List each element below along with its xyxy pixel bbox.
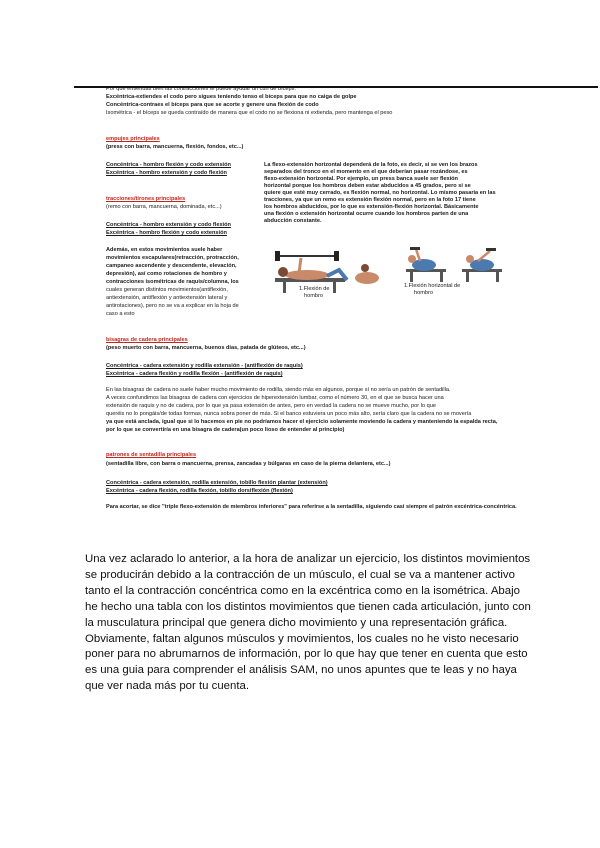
tracciones-subtitle: (remo con barra, mancuerna, dominada, etc...) [106,204,222,210]
explanation-line: horizontal porque los hombros deben estar abducidos a 45 grados, pero si se [264,183,471,189]
explanation-line: tracciones, ya que un remo es extensión flexión normal, pero en la foto 17 tiene [264,197,476,203]
explanation-line: una flexión o extensión horizontal ocurre cuando los hombros parten de una [264,211,469,217]
figure-caption-left: 1.Flexión de [299,286,330,292]
bisagras-note: ya que está anclada, igual que si lo hacemos en pie no podríamos hacer el ejercicio solamente moviendo la cadera y manteniendo la espalda recta, [106,419,498,425]
empujes-eccentric: Excéntrica - hombro extensión y codo flexión [106,170,227,176]
tracciones-note: cuales generan distintos movimientos(antiflexión, [106,287,228,293]
figure-caption-right: hombro [414,290,433,296]
figure-caption-right: 1.Flexión horizontal de [404,283,461,289]
sentadilla-concentric: Concéntrica - cadera extensión, rodilla extensión, tobillo flexión plantar (extensión) [106,480,328,486]
tracciones-note: movimientos escapulares(retracción, protracción, [106,255,239,261]
intro-line: Isométrica - el bíceps se queda contraído de manera que el codo no se flexiona ni extienda, pero mantenga el peso [106,110,393,116]
horizontal-flexion-explanation [264,162,534,225]
explanation-line: separados del tronco en el momento en el que deberían pasar rozándose, es [264,169,468,175]
sentadilla-title: patrones de sentadilla principales [106,452,197,458]
tracciones-note: caso a esto [106,311,135,317]
intro-line: Excéntrica-extiendes el codo pero sigues teniendo tenso el bíceps para que no caiga de golpe [106,94,357,100]
explanation-line: abducción constante. [264,218,322,224]
body-paragraph: Una vez aclarado lo anterior, a la hora de analizar un ejercicio, los distintos movimientos se producirán debido a la contracción de un músculo, el cual se va a mantener activo tanto el la contracción concéntrica como en la excéntrica como en la isométrica. Abajo he hecho una tabla con los distintos movimientos que tienen cada articulación, junto con la musculatura principal que genera dicho movimiento y una representación gráfica. Obviamente, faltan algunos músculos y movimientos, los cuales no he visto necesario poner para no abrumarnos de información, por lo que hay que tener en cuenta que esto es una guia para comprender el análisis SAM, no unos apuntes que te leas y no haya que ver nada más por tu cuenta. [85,553,531,693]
empujes-concentric: Concéntrica - hombro flexión y codo extensión [106,162,231,168]
bisagras-note: por lo que se convertiría en una bisagra de cadera(un poco lioso de entender al principio) [106,427,345,433]
sentadilla-footer: Para acortar, se dice "triple flexo-extensión de miembros inferiores" para referirse a la sentadilla, siguiendo casi siempre el patrón excéntrica-concéntrica. [106,504,517,510]
tracciones-note: Además, en estos movimientos suele haber [106,247,223,253]
sentadilla-subtitle: (sentadilla libre, con barra o mancuerna, prensa, zancadas y búlgaras en caso de la pierna delantera, etc...) [106,461,391,467]
tracciones-note: contracciones isométricas de raquis/columna, los [106,279,239,285]
tracciones-title: tracciones/tirones principales [106,196,186,202]
explanation-line: quiere que esté muy cerrado, es flexión normal, no horizontal. Lo mismo pasaría en las [264,190,496,196]
bisagras-eccentric: Excéntrica - cadera flexión y rodilla flexión - (antiflexión de raquis) [106,371,283,377]
bisagras-note: A veces confundimos las bisagras de cadera con ejercicios de hiperextensión lumbar, como el número 30, en el que se busca hacer una [106,395,444,401]
bisagras-title: bisagras de cadera principales [106,337,188,343]
figure-caption-left: hombro [304,293,323,299]
bisagras-concentric: Concéntrica - cadera extensión y rodilla extensión - (antiflexión de raquis) [106,363,303,369]
empujes-title: empujes principales [106,136,160,142]
bisagras-subtitle: (peso muerto con barra, mancuerna, buenos días, patada de glúteos, etc...) [106,345,306,351]
tracciones-note: antiextensión, antiflexión y antiextensión lateral y [106,295,228,301]
bisagras-note: extensión de raquis y no de cadera, por lo que ya pasa extensión de antes, pero en verdad la cadera no se mueve mucho, por lo que [106,403,436,409]
bisagras-note: En las bisagras de cadera no suele haber mucho movimiento de rodilla, siendo más en algunos, porque sí no sería un patrón de sentadilla. [106,387,451,393]
embedded-notes-screenshot [104,86,594,530]
intro-line: Por que entiendas bien las contracciones te puede ayudar un curl de bíceps: [106,86,297,92]
tracciones-concentric: Concéntrica - hombro extensión y codo flexión [106,222,231,228]
empujes-subtitle: (press con barra, mancuerna, flexión, fondos, etc...) [106,144,244,150]
horizontal-flexion-figure [400,245,512,285]
explanation-line: La flexo-extensión horizontal dependerá de la foto, es decir, si se ven los brazos [264,162,478,168]
explanation-line: los hombros abducidos, por lo que es extensión-flexión horizontal. Básicamente [264,204,479,210]
explanation-line: flexo-extensión horizontal. Por ejemplo, un press banca suele ser flexión [264,176,458,182]
tracciones-note: depresión), así como rotaciones de hombro y [106,271,227,277]
intro-line: Concéntrica-contraes el bíceps para que se acorte y genere una flexión de codo [106,102,319,108]
tracciones-eccentric: Excéntrica - hombro flexión y codo extensión [106,230,227,236]
tracciones-note: campaneo ascendente y descendente, elevación, [106,263,237,269]
sentadilla-eccentric: Excéntrica - cadera flexión, rodilla flexión, tobillo dorsiflexión (flexión) [106,488,293,494]
tracciones-note: antirotaciones), pero no se va a explicar en la hoja de [106,303,239,309]
bisagras-note: queréis no lo pongáis/de todas formas, nunca sobra poner de más. Si el banco estuviera un poco más alto, sería claro que la cadera no se movería [106,411,472,417]
